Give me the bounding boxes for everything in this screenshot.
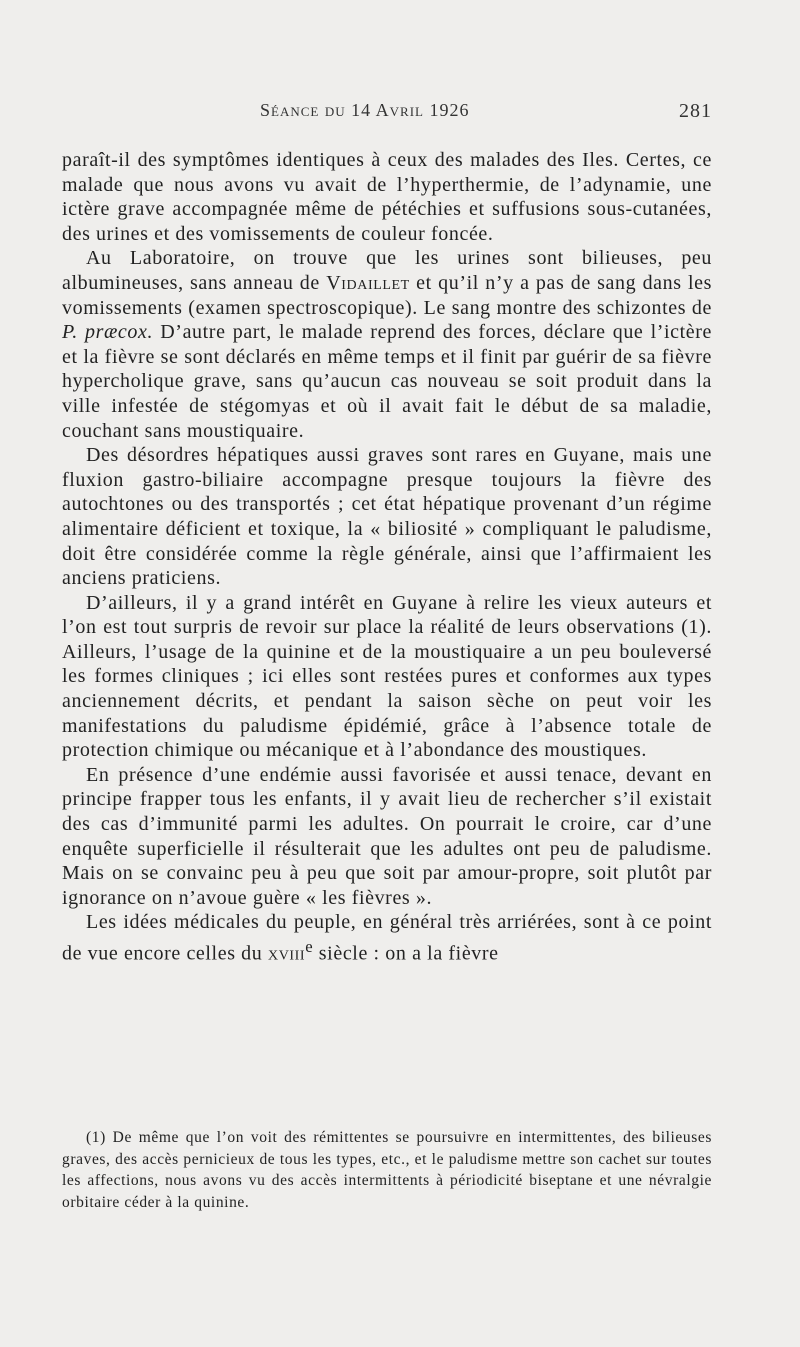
- paragraph-2-text-c: D’autre part, le malade reprend des forces, déclare que l’ictère et la fièvre se sont déclarés en même temps et il finit par guérir de sa fièvre hypercholique grave, sans qu’aucun cas nouveau se soit produit dans la ville infestée de stégomyas et où il avait fait le début de sa maladie, couchant sans moustiquaire.: [62, 321, 712, 442]
- running-title: [260, 100, 469, 121]
- paragraph-6: [62, 910, 712, 966]
- running-title-prefix: Séance du: [260, 100, 352, 120]
- paragraph-6-text-b: siècle : on a la fièvre: [313, 942, 499, 965]
- century-superscript: e: [305, 937, 314, 956]
- paragraph-6-text-a: Les idées médicales du peuple, en général très arriérées, sont à ce point de vue encore celles du: [62, 911, 712, 965]
- species-name: P. præcox.: [62, 321, 154, 344]
- footnote-text: (1) De même que l’on voit des rémittentes se poursuivre en intermittentes, des bilieuses graves, des accès pernicieux de tous les types, etc., et le paludisme mettre son cachet sur toutes les affections, nous avons vu des accès intermittents à périodicité biseptane et une névralgie orbitaire céder à la quinine.: [62, 1129, 712, 1211]
- body-text: [62, 148, 712, 966]
- paragraph-3: Des désordres hépatiques aussi graves sont rares en Guyane, mais une fluxion gastro-biliaire accompagne presque toujours la fièvre des autochtones ou des transportés ; cet état hépatique provenant d’un régime alimentaire déficient et toxique, la « biliosité » compliquant le paludisme, doit être considérée comme la règle générale, ainsi que l’affirmaient les anciens praticiens.: [62, 444, 712, 590]
- paragraph-1: paraît-il des symptômes identiques à ceux des malades des Iles. Certes, ce malade que nous avons vu avait de l’hyperthermie, de l’adynamie, une ictère grave accompagnée même de pétéchies et suffusions sous-cutanées, des urines et des vomissements de couleur foncée.: [62, 149, 712, 245]
- paragraph-2-text-b: et qu’il n’y a pas de sang dans les vomissements (examen spectroscopique). Le sang montre des schizontes de: [62, 271, 712, 319]
- paragraph-4: D’ailleurs, il y a grand intérêt en Guyane à relire les vieux auteurs et l’on est tout surpris de revoir sur place la réalité de leurs observations (1). Ailleurs, l’usage de la quinine et de la moustiquaire a un peu bouleversé les formes cliniques ; ici elles sont restées pures et conformes aux types anciennement décrits, et pendant la saison sèche on peut voir les manifestations du paludisme épidémié, grâce à l’absence totale de protection chimique ou mécanique et à l’abondance des moustiques.: [62, 591, 712, 762]
- footnote: [62, 1127, 712, 1213]
- paragraph-2: [62, 246, 712, 443]
- paragraph-2-text-a: Au Laboratoire, on trouve que les urines sont bilieuses, peu albumineuses, sans anneau de: [62, 247, 712, 294]
- page-number: 281: [679, 100, 712, 122]
- century-numeral: xviii: [267, 942, 306, 965]
- running-title-date: 14 Avril 1926: [351, 100, 470, 120]
- author-name-vidaillet: Vidaillet: [326, 271, 410, 294]
- paragraph-5: En présence d’une endémie aussi favorisée et aussi tenace, devant en principe frapper tous les enfants, il y avait lieu de rechercher s’il existait des cas d’immunité parmi les adultes. On pourrait le croire, car d’une enquête superficielle il résulterait que les adultes ont peu de paludisme. Mais on se convainc peu à peu que soit par amour-propre, soit plutôt par ignorance on n’avoue guère « les fièvres ».: [62, 763, 712, 909]
